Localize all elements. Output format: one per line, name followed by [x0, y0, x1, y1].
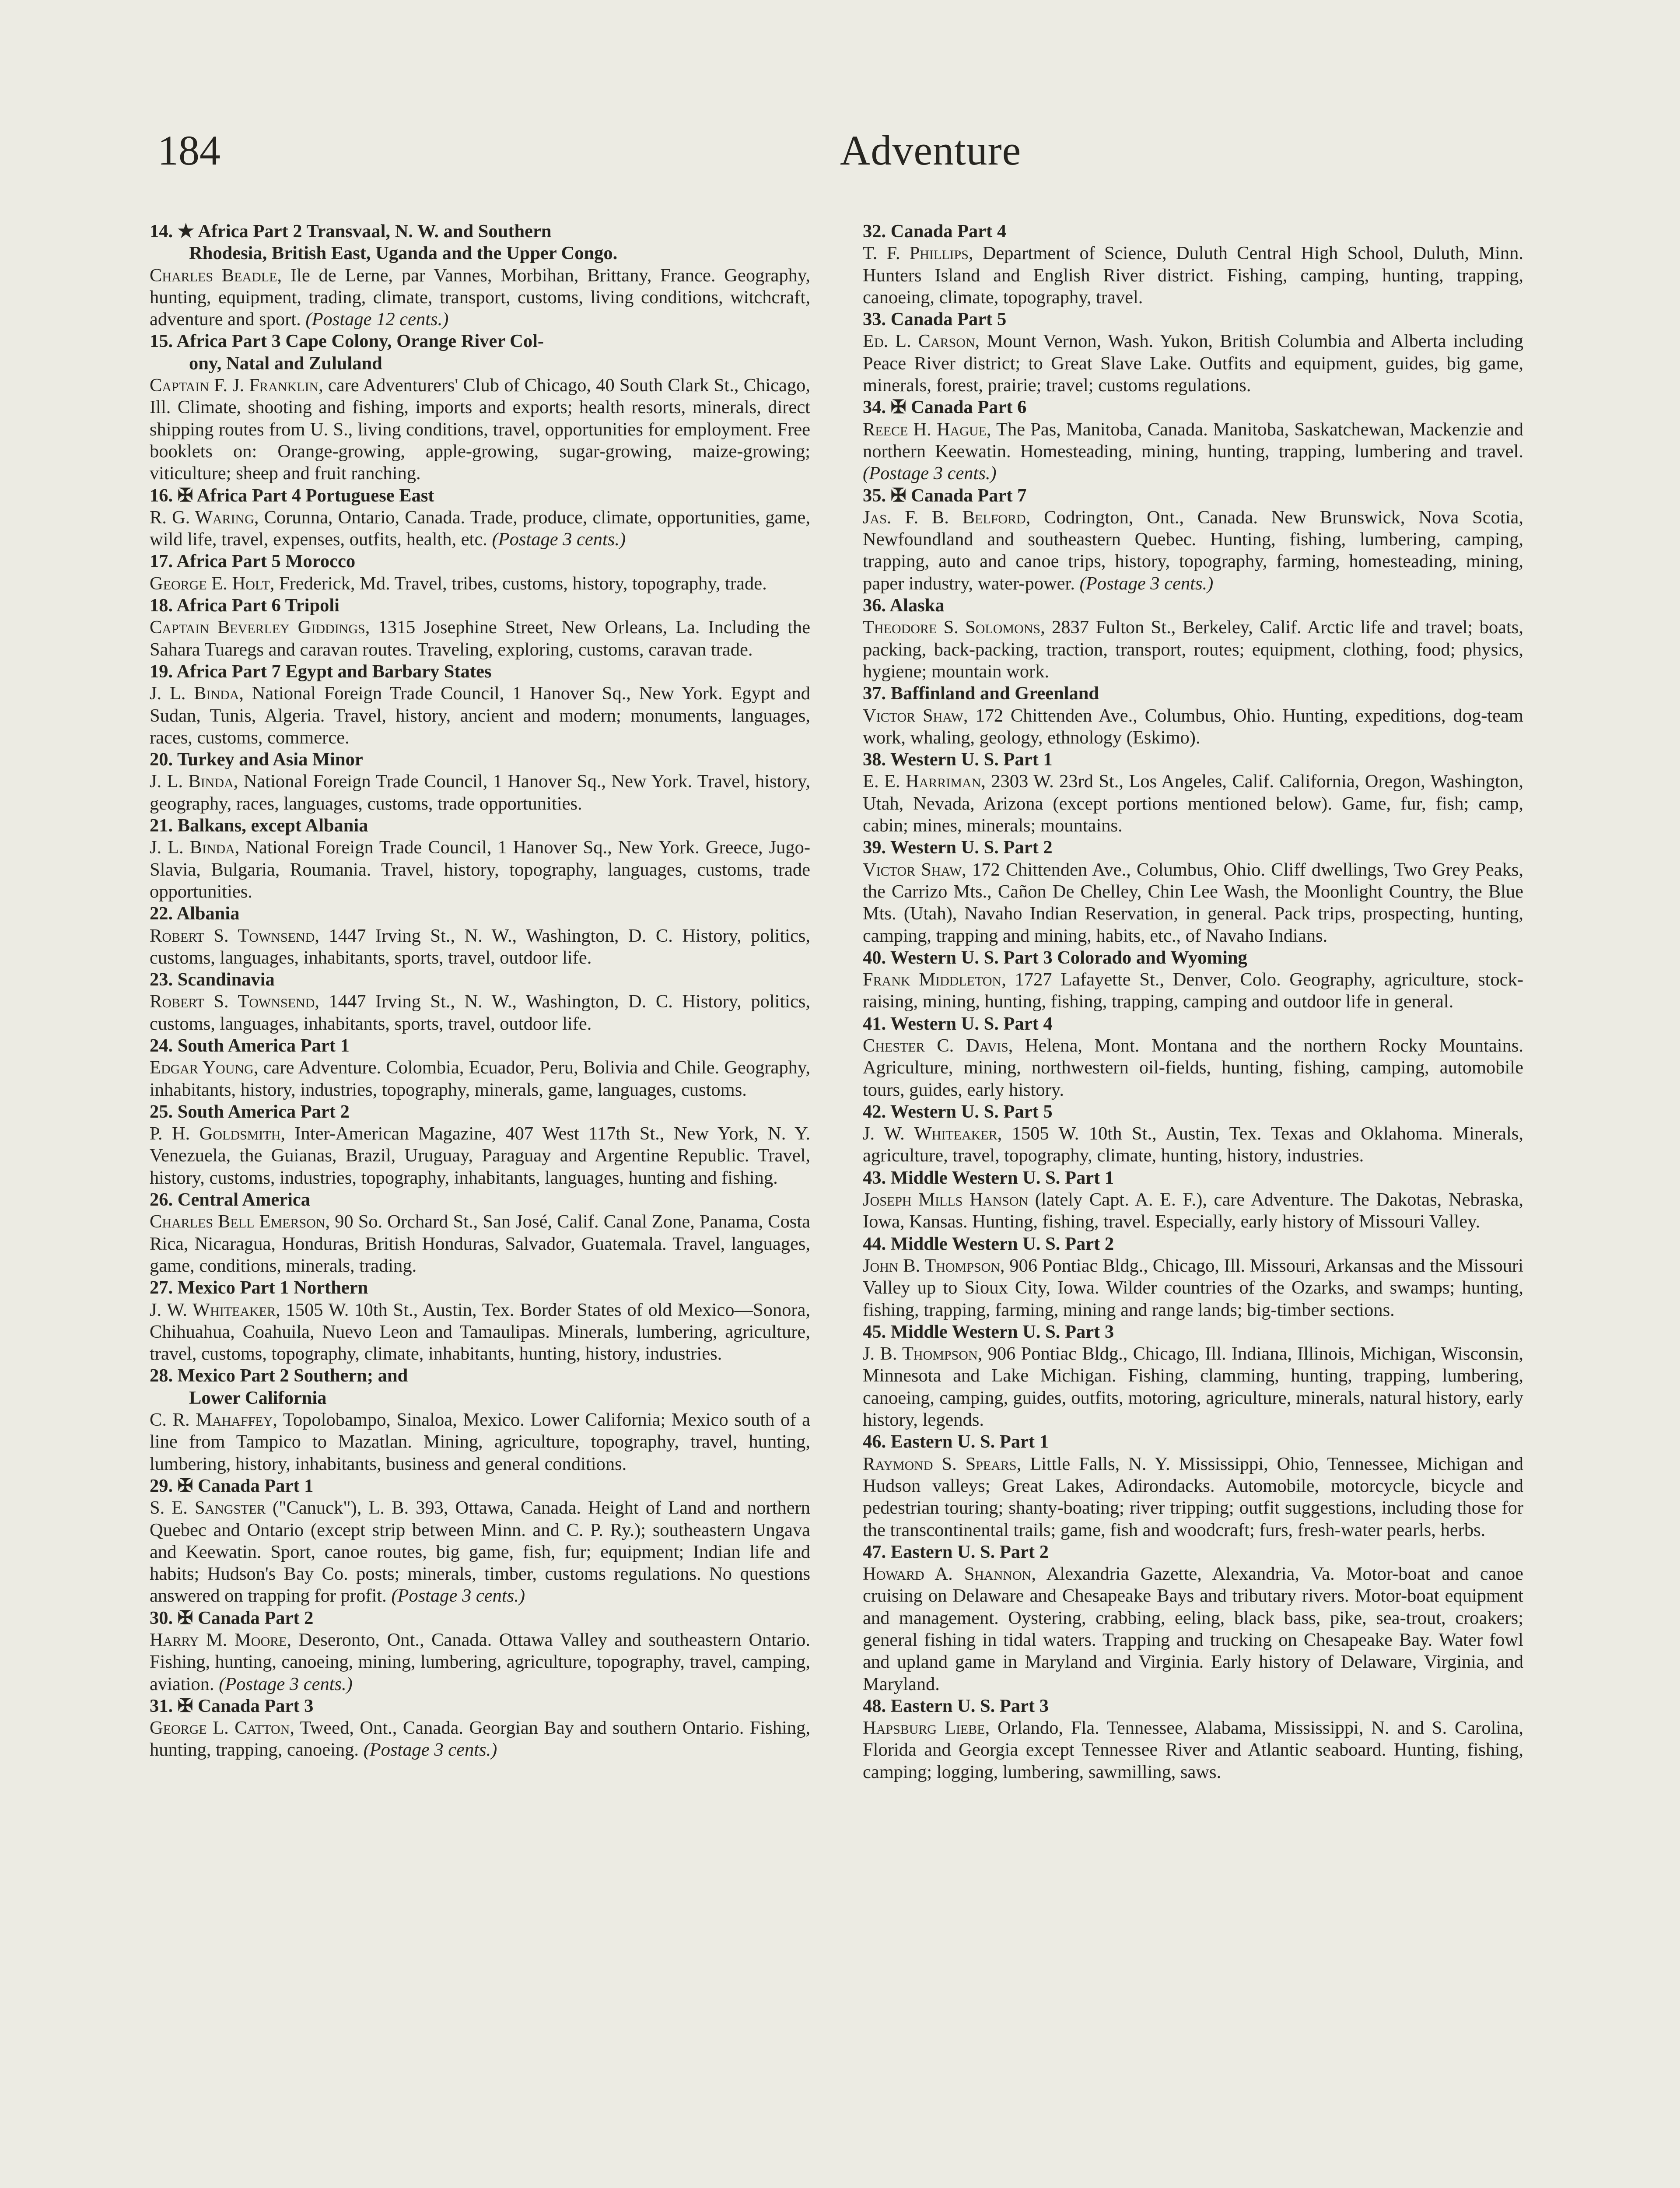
entry-heading [863, 1101, 1523, 1123]
entry-body [863, 507, 1523, 595]
postage-note: (Postage 3 cents.) [492, 529, 626, 550]
department-entry [150, 1607, 810, 1695]
entry-description: 172 Chittenden Ave., Columbus, Ohio. Hunting, expeditions, dog-team work, whaling, geology, ethnology (Eskimo). [863, 705, 1523, 748]
entry-heading-text: 42. Western U. S. Part 5 [863, 1101, 1053, 1122]
department-entry [863, 1431, 1523, 1541]
entry-description: care Adventurers' Club of Chicago, 40 South Clark St., Chicago, Ill. Climate, shooting and fishing, imports and exports; health resorts, minerals, direct shipping routes from U. S., living conditions, travel, opportunities for employment. Free booklets on: Orange-growing, apple-growing, sugar-growing, maize-growing; viticulture; sheep and fruit ranching. [150, 375, 810, 484]
entry-heading [863, 837, 1523, 859]
expert-name: Charles Beadle, [150, 265, 282, 286]
entry-heading [150, 1189, 810, 1211]
department-entry [863, 1101, 1523, 1167]
entry-heading-text: 36. Alaska [863, 595, 945, 616]
expert-name: Howard A. Shannon, [863, 1564, 1036, 1585]
entry-heading [863, 683, 1523, 705]
entry-description: 172 Chittenden Ave., Columbus, Ohio. Cliff dwellings, Two Grey Peaks, the Carrizo Mts., Cañon De Chelley, Chin Lee Wash, the Moonlight Country, the Blue Mts. (Utah), Navaho Indian Reservation, in general. Pack trips, prospecting, hunting, camping, trapping and mining, habits, etc., of Navaho Indians. [863, 859, 1524, 946]
entry-heading-text: 47. Eastern U. S. Part 2 [863, 1541, 1049, 1562]
entry-heading-text: 33. Canada Part 5 [863, 309, 1007, 330]
entry-body [150, 925, 810, 969]
postage-note: (Postage 3 cents.) [363, 1739, 497, 1760]
entry-heading [150, 661, 810, 683]
entry-heading [863, 1541, 1523, 1563]
entry-description: Orlando, Fla. Tennessee, Alabama, Mississippi, N. and S. Carolina, Florida and Georgia except Tennessee River and Atlantic seaboard. Hunting, fishing, camping; logging, lumbering, sawmilling, saws. [863, 1718, 1524, 1782]
expert-name: C. R. Mahaffey, [150, 1410, 278, 1431]
entry-body [150, 507, 810, 551]
entry-heading-text: 21. Balkans, except Albania [150, 815, 368, 836]
entry-description: Frederick, Md. Travel, tribes, customs, history, topography, trade. [274, 573, 767, 594]
expert-name: Captain F. J. Franklin, [150, 375, 323, 396]
entry-heading [863, 396, 1523, 418]
entry-heading [150, 1695, 810, 1717]
entry-heading-text: 26. Central America [150, 1189, 311, 1210]
entry-body [863, 859, 1523, 947]
expert-name: Ed. L. Carson, [863, 331, 980, 352]
entry-description: Codrington, Ont., Canada. New Brunswick, Nova Scotia, Newfoundland and southeastern Quebec. Hunting, fishing, lumbering, camping, trapping, auto and canoe trips, history, topography, farming, homesteading, mining, paper industry, water-power. [863, 507, 1523, 594]
expert-name: J. W. Whiteaker, [863, 1123, 1002, 1144]
entry-body [150, 1629, 810, 1695]
entry-heading-text: 39. Western U. S. Part 2 [863, 837, 1053, 858]
entry-heading-text: 16. ✠ Africa Part 4 Portuguese East [150, 485, 434, 506]
department-entry [150, 330, 810, 484]
entry-body [863, 771, 1523, 837]
entry-description: care Adventure. Colombia, Ecuador, Peru, Bolivia and Chile. Geography, inhabitants, history, industries, topography, minerals, game, languages, customs. [150, 1057, 811, 1100]
entry-heading-continuation: ony, Natal and Zululand [189, 353, 382, 374]
entry-heading [863, 1321, 1523, 1343]
entry-heading-text: 48. Eastern U. S. Part 3 [863, 1695, 1049, 1716]
department-entry [863, 749, 1523, 837]
entry-body [863, 617, 1523, 683]
entry-body [150, 1123, 810, 1189]
entry-heading-text: 45. Middle Western U. S. Part 3 [863, 1321, 1114, 1342]
entry-description: Department of Science, Duluth Central High School, Duluth, Minn. Hunters Island and English River district. Fishing, camping, hunting, trapping, canoeing, climate, topography, travel. [863, 243, 1524, 308]
department-entry [863, 396, 1523, 484]
entry-description: The Pas, Manitoba, Canada. Manitoba, Saskatchewan, Mackenzie and northern Keewatin. Homesteading, mining, hunting, trapping, lumbering and travel. [863, 419, 1523, 462]
entry-heading [863, 485, 1523, 507]
entry-description: 2303 W. 23rd St., Los Angeles, Calif. California, Oregon, Washington, Utah, Nevada, Arizona (except portions mentioned below). Game, fur, fish; camp, cabin; mines, minerals; mountains. [863, 771, 1523, 836]
entry-body [863, 705, 1523, 749]
entry-heading [863, 1233, 1523, 1255]
entry-description: Ile de Lerne, par Vannes, Morbihan, Brittany, France. Geography, hunting, equipment, trading, climate, transport, customs, living conditions, witchcraft, adventure and sport. [150, 265, 810, 330]
department-entry [863, 837, 1523, 947]
entry-heading [150, 1035, 810, 1057]
entry-heading-text: 40. Western U. S. Part 3 Colorado and Wyoming [863, 947, 1247, 968]
entry-heading-text: 20. Turkey and Asia Minor [150, 749, 363, 770]
department-entry [150, 551, 810, 595]
entry-body [863, 1189, 1523, 1233]
expert-name: Hapsburg Liebe, [863, 1718, 990, 1739]
entry-heading [150, 221, 810, 265]
entry-heading-text: 15. Africa Part 3 Cape Colony, Orange River Col- [150, 331, 544, 352]
postage-note: (Postage 3 cents.) [391, 1585, 525, 1606]
entry-description: 906 Pontiac Bldg., Chicago, Ill. Indiana, Illinois, Michigan, Wisconsin, Minnesota and Lake Michigan. Fishing, clamming, hunting, trapping, lumbering, canoeing, camping, guides, outfits, motoring, agriculture, minerals, natural history, early history, legends. [863, 1343, 1523, 1431]
postage-note: (Postage 3 cents.) [219, 1673, 353, 1694]
entry-heading [863, 1695, 1523, 1717]
department-entry [863, 595, 1523, 683]
entry-body [150, 617, 810, 661]
entry-description: 2837 Fulton St., Berkeley, Calif. Arctic life and travel; boats, packing, back-packing, traction, transport, routes; equipment, clothing, food; physics, hygiene; mountain work. [863, 617, 1523, 682]
entry-heading [863, 309, 1523, 330]
expert-name: George E. Holt, [150, 573, 275, 594]
entry-heading-text: 25. South America Part 2 [150, 1101, 350, 1122]
department-entry [150, 1475, 810, 1607]
expert-name: S. E. Sangster [150, 1497, 266, 1518]
department-entry [863, 947, 1523, 1013]
expert-name: George L. Catton, [150, 1718, 294, 1739]
right-column [863, 221, 1523, 1783]
left-column [150, 221, 810, 1761]
entry-body [863, 1453, 1523, 1541]
entry-heading-text: 35. ✠ Canada Part 7 [863, 485, 1027, 506]
entry-description: 1505 W. 10th St., Austin, Tex. Texas and Oklahoma. Minerals, agriculture, travel, topography, climate, hunting, history, industries. [863, 1123, 1523, 1166]
entry-description: Mount Vernon, Wash. Yukon, British Columbia and Alberta including Peace River district; to Great Slave Lake. Outfits and equipment, guides, big game, minerals, forest, prairie; travel; customs regulations. [863, 331, 1523, 396]
department-entry [863, 1321, 1523, 1431]
entry-heading [863, 595, 1523, 617]
entry-description: (lately Capt. A. E. F.), care Adventure. The Dakotas, Nebraska, Iowa, Kansas. Hunting, fishing, travel. Especially, early history of Missouri Valley. [863, 1189, 1524, 1232]
department-entry [863, 1541, 1523, 1695]
entry-heading-text: 23. Scandinavia [150, 969, 275, 990]
expert-name: Robert S. Townsend, [150, 925, 319, 946]
entry-description: Inter-American Magazine, 407 West 117th St., New York, N. Y. Venezuela, the Guianas, Brazil, Uruguay, Paraguay and Argentine Republic. Travel, history, customs, industries, topography, inhabitants, languages, hunting and fishing. [150, 1123, 810, 1188]
entry-description: 1727 Lafayette St., Denver, Colo. Geography, agriculture, stock-raising, mining, hunting, fishing, trapping, camping and outdoor life in general. [863, 969, 1524, 1012]
entry-heading-text: 31. ✠ Canada Part 3 [150, 1695, 314, 1716]
entry-body [863, 1563, 1523, 1695]
entry-body [150, 683, 810, 749]
entry-heading [863, 749, 1523, 771]
entry-body [150, 1057, 810, 1101]
expert-name: Charles Bell Emerson, [150, 1211, 330, 1232]
page-header [158, 126, 1522, 183]
entry-heading [150, 1475, 810, 1497]
entry-body [863, 330, 1523, 396]
entry-body [863, 1255, 1523, 1321]
expert-name: J. L. Binda, [150, 771, 238, 792]
expert-name: P. H. Goldsmith, [150, 1123, 285, 1144]
entry-heading [863, 221, 1523, 242]
entry-heading [150, 969, 810, 991]
entry-body [150, 1211, 810, 1277]
department-entry [863, 1167, 1523, 1233]
postage-note: (Postage 3 cents.) [1079, 573, 1214, 594]
expert-name: J. B. Thompson, [863, 1343, 983, 1364]
postage-note: (Postage 3 cents.) [863, 463, 997, 484]
expert-name: Robert S. Townsend, [150, 991, 319, 1012]
entry-heading-continuation: Rhodesia, British East, Uganda and the Upper Congo. [189, 243, 618, 264]
entry-heading-text: 30. ✠ Canada Part 2 [150, 1607, 314, 1628]
department-entry [150, 221, 810, 330]
entry-heading [150, 749, 810, 771]
department-entry [863, 1695, 1523, 1783]
entry-description: Deseronto, Ont., Canada. Ottawa Valley and southeastern Ontario. Fishing, hunting, canoeing, mining, lumbering, agriculture, topography, travel, camping, aviation. [150, 1630, 810, 1694]
entry-description: 1315 Josephine Street, New Orleans, La. Including the Sahara Tuaregs and caravan routes. Traveling, exploring, customs, caravan trade. [150, 617, 810, 660]
entry-heading-text: 44. Middle Western U. S. Part 2 [863, 1233, 1114, 1254]
entry-heading-text: 37. Baffinland and Greenland [863, 683, 1099, 704]
magazine-title: Adventure [840, 127, 1022, 174]
entry-heading-text: 28. Mexico Part 2 Southern; and [150, 1365, 408, 1386]
department-entry [150, 903, 810, 969]
entry-heading-text: 14. ★ Africa Part 2 Transvaal, N. W. and Southern [150, 221, 552, 242]
entry-body [150, 265, 810, 331]
entry-description: Little Falls, N. Y. Mississippi, Ohio, Tennessee, Michigan and Hudson valleys; Great Lakes, Adirondacks. Automobile, motorcycle, bicycle and pedestrian touring; shanty-boating; river tripping; outfit suggestions, including those for the transcontinental trails; game, fish and woodcraft; furs, fresh-water pearls, herbs. [863, 1453, 1523, 1540]
entry-description: National Foreign Trade Council, 1 Hanover Sq., New York. Travel, history, geography, races, languages, customs, trade opportunities. [150, 771, 810, 814]
entry-heading-text: 29. ✠ Canada Part 1 [150, 1475, 314, 1496]
entry-heading [150, 551, 810, 572]
department-entry [150, 661, 810, 749]
entry-body [150, 991, 810, 1035]
department-entry [150, 1101, 810, 1189]
department-entry [150, 815, 810, 903]
entry-body [863, 242, 1523, 309]
expert-name: Raymond S. Spears, [863, 1453, 1022, 1474]
entry-description: Tweed, Ont., Canada. Georgian Bay and southern Ontario. Fishing, hunting, trapping, canoeing. [150, 1718, 810, 1760]
department-entry [150, 749, 810, 815]
entry-heading-text: 32. Canada Part 4 [863, 221, 1007, 242]
expert-name: Theodore S. Solomons, [863, 617, 1045, 638]
expert-name: Harry M. Moore, [150, 1630, 292, 1650]
expert-name: Edgar Young, [150, 1057, 259, 1078]
entry-heading-text: 38. Western U. S. Part 1 [863, 749, 1053, 770]
department-entry [863, 1013, 1523, 1101]
expert-name: Reece H. Hague, [863, 419, 991, 440]
entry-heading [863, 947, 1523, 969]
department-entry [150, 1695, 810, 1761]
entry-heading-text: 43. Middle Western U. S. Part 1 [863, 1167, 1114, 1188]
entry-heading-text: 27. Mexico Part 1 Northern [150, 1277, 368, 1298]
expert-name: Victor Shaw, [863, 705, 968, 726]
department-entry [150, 1189, 810, 1277]
entry-description: 906 Pontiac Bldg., Chicago, Ill. Missouri, Arkansas and the Missouri Valley up to Sioux City, Iowa. Wilder countries of the Ozarks, and swamps; hunting, fishing, trapping, farming, mining and range lands; big-timber sections. [863, 1255, 1523, 1320]
entry-body [863, 1123, 1523, 1167]
expert-name: John B. Thompson, [863, 1255, 1005, 1276]
entry-body [863, 1035, 1523, 1101]
entry-description: Alexandria Gazette, Alexandria, Va. Motor-boat and canoe cruising on Delaware and Chesapeake Bays and tributary rivers. Motor-boat equipment and management. Oystering, crabbing, eeling, black bass, pike, sea-trout, croakers; general fishing in tidal waters. Trapping and trucking on Chesapeake Bay. Water fowl and upland game in Maryland and Virginia. Early history of Delaware, Virginia, and Maryland. [863, 1564, 1523, 1694]
entry-heading [863, 1013, 1523, 1035]
entry-description: 1447 Irving St., N. W., Washington, D. C. History, politics, customs, languages, inhabitants, sports, travel, outdoor life. [150, 925, 810, 968]
department-entry [863, 485, 1523, 595]
expert-name: Frank Middleton, [863, 969, 1006, 990]
entry-body [150, 837, 810, 903]
entry-description: Topolobampo, Sinaloa, Mexico. Lower California; Mexico south of a line from Tampico to Mazatlan. Mining, agriculture, topography, travel, hunting, lumbering, history, inhabitants, business and general conditions. [150, 1410, 811, 1474]
entry-description: National Foreign Trade Council, 1 Hanover Sq., New York. Egypt and Sudan, Tunis, Algeria. Travel, history, ancient and modern; monuments, languages, races, customs, commerce. [150, 683, 811, 748]
expert-name: R. G. Waring, [150, 507, 259, 528]
entry-body [150, 573, 810, 595]
entry-body [150, 1497, 810, 1607]
entry-heading [150, 1101, 810, 1123]
entry-description: National Foreign Trade Council, 1 Hanover Sq., New York. Greece, Jugo-Slavia, Bulgaria, Roumania. Travel, history, topography, languages, customs, trade opportunities. [150, 837, 810, 902]
department-entry [863, 683, 1523, 749]
entry-heading-text: 17. Africa Part 5 Morocco [150, 551, 356, 572]
entry-heading-text: 24. South America Part 1 [150, 1035, 350, 1056]
entry-heading [150, 903, 810, 925]
department-entry [150, 1365, 810, 1475]
postage-note: (Postage 12 cents.) [305, 309, 449, 330]
entry-body [863, 969, 1523, 1013]
department-entry [863, 1233, 1523, 1321]
entry-heading [150, 1277, 810, 1299]
entry-heading [150, 815, 810, 837]
entry-body [150, 1299, 810, 1365]
entry-description: ("Canuck"), L. B. 393, Ottawa, Canada. Height of Land and northern Quebec and Ontario (except strip between Minn. and C. P. Ry.); southeastern Ungava and Keewatin. Sport, canoe routes, big game, fish, fur; equipment; Indian life and habits; Hudson's Bay Co. posts; minerals, timber, customs regulations. No questions answered on trapping for profit. [150, 1497, 810, 1606]
department-entry [150, 1035, 810, 1101]
expert-name: J. L. Binda, [150, 837, 240, 858]
entry-description: 1447 Irving St., N. W., Washington, D. C. History, politics, customs, languages, inhabitants, sports, travel, outdoor life. [150, 991, 810, 1034]
entry-body [863, 419, 1523, 485]
expert-name: Chester C. Davis, [863, 1035, 1013, 1056]
expert-name: E. E. Harriman, [863, 771, 986, 792]
entry-heading [863, 1167, 1523, 1189]
department-entry [150, 485, 810, 551]
entry-heading-text: 34. ✠ Canada Part 6 [863, 397, 1027, 418]
entry-body [150, 1409, 810, 1475]
entry-heading-text: 41. Western U. S. Part 4 [863, 1013, 1053, 1034]
entry-heading [150, 330, 810, 375]
entry-description: Helena, Mont. Montana and the northern Rocky Mountains. Agriculture, mining, northwestern oil-fields, hunting, fishing, camping, automobile tours, guides, early history. [863, 1035, 1523, 1100]
entry-body [150, 375, 810, 484]
department-entry [150, 1277, 810, 1365]
department-entry [150, 595, 810, 661]
entry-heading-text: 46. Eastern U. S. Part 1 [863, 1431, 1049, 1452]
entry-body [863, 1717, 1523, 1783]
entry-heading [150, 1607, 810, 1629]
department-entry [863, 221, 1523, 309]
entry-heading [150, 595, 810, 617]
entry-heading-text: 22. Albania [150, 903, 240, 924]
entry-description: 90 So. Orchard St., San José, Calif. Canal Zone, Panama, Costa Rica, Nicaragua, Honduras, British Honduras, Salvador, Guatemala. Travel, languages, game, conditions, minerals, trading. [150, 1211, 810, 1276]
expert-name: Captain Beverley Giddings, [150, 617, 370, 638]
expert-name: Jas. F. B. Belford, [863, 507, 1031, 528]
entry-heading-text: 19. Africa Part 7 Egypt and Barbary States [150, 661, 492, 682]
expert-name: J. W. Whiteaker, [150, 1299, 280, 1320]
entry-body [150, 1717, 810, 1761]
page-number: 184 [158, 127, 220, 174]
expert-name: T. F. Phillips, [863, 243, 973, 264]
entry-body [150, 771, 810, 815]
entry-description: Corunna, Ontario, Canada. Trade, produce, climate, opportunities, game, wild life, travel, expenses, outfits, health, etc. [150, 507, 810, 550]
entry-heading [150, 1365, 810, 1409]
expert-name: Joseph Mills Hanson [863, 1189, 1029, 1210]
department-entry [863, 309, 1523, 396]
expert-name: J. L. Binda, [150, 683, 244, 704]
entry-body [863, 1343, 1523, 1431]
entry-heading [863, 1431, 1523, 1453]
entry-heading [150, 485, 810, 507]
entry-description: 1505 W. 10th St., Austin, Tex. Border States of old Mexico—Sonora, Chihuahua, Coahuila, Nuevo Leon and Tamaulipas. Minerals, lumbering, agriculture, travel, customs, topography, climate, inhabitants, hunting, history, industries. [150, 1299, 810, 1364]
department-entry [150, 969, 810, 1035]
entry-heading-continuation: Lower California [189, 1387, 327, 1408]
expert-name: Victor Shaw, [863, 859, 966, 880]
entry-heading-text: 18. Africa Part 6 Tripoli [150, 595, 340, 616]
